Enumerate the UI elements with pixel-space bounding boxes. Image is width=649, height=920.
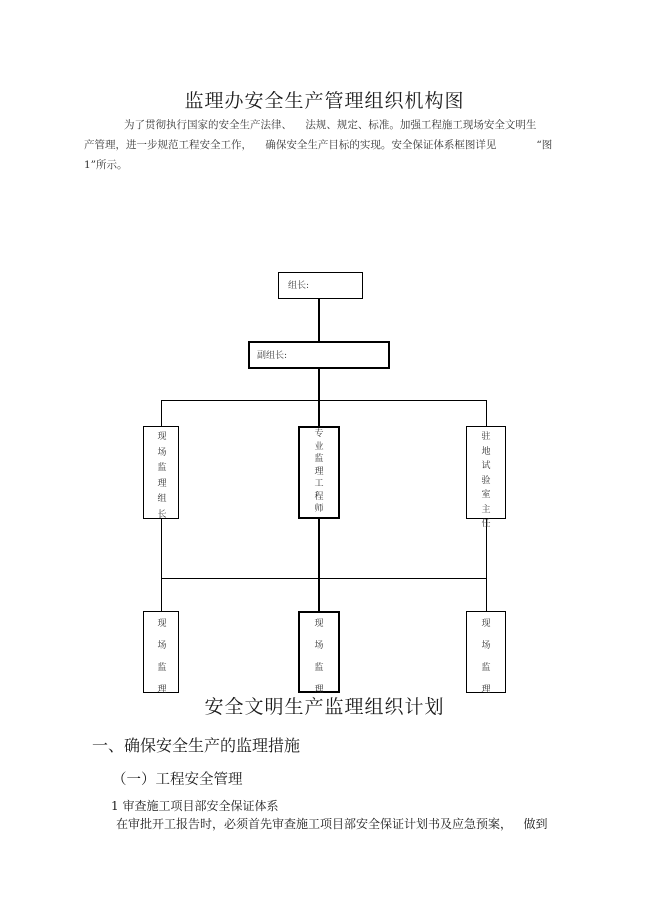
connector-top-right — [486, 400, 487, 427]
section-heading: 一、确保安全生产的监理措施 — [92, 736, 301, 755]
connector-mid-right — [486, 518, 487, 612]
subsection-heading: （一）工程安全管理 — [112, 772, 243, 788]
page-title: 监理办安全生产管理组织机构图 — [184, 90, 465, 112]
deputy-label: 副组长: — [257, 351, 288, 361]
connector-mid-center — [318, 518, 320, 612]
bottom-label-center: 现场监理 — [314, 619, 324, 695]
connector-leader-deputy — [318, 298, 320, 342]
connector-top-left — [161, 400, 162, 427]
connector-top-bus — [161, 400, 487, 401]
bottom-label-left: 现场监理 — [157, 619, 167, 695]
body-paragraph: 在审批开工报告时，必须首先审查施工项目部安全保证计划书及应急预案， 做到 — [116, 817, 548, 831]
intro-line-2: 产管理，进一步规范工程安全工作， 确保安全生产目标的实现。安全保证体系框图详见 “图 — [84, 139, 553, 151]
item-heading: 1 审查施工项目部安全保证体系 — [111, 799, 279, 813]
connector-top-mid — [318, 400, 320, 427]
mid-label-center: 专业监理工程师 — [314, 429, 324, 514]
leader-label: 组长: — [288, 281, 310, 291]
bottom-label-right: 现场监理 — [481, 619, 491, 695]
intro-line-1: 为了贯彻执行国家的安全生产法律、 法规、规定、标准。加强工程施工现场安全文明生 — [124, 119, 537, 131]
connector-deputy-bus — [318, 368, 320, 401]
mid-label-right: 驻地试验室主任 — [481, 432, 491, 529]
connector-mid-left — [161, 518, 162, 612]
intro-line-3: 1”所示。 — [84, 159, 128, 171]
mid-label-left: 现场监理组长 — [157, 432, 167, 520]
connector-bottom-bus — [161, 578, 487, 579]
plan-title: 安全文明生产监理组织计划 — [204, 696, 445, 718]
